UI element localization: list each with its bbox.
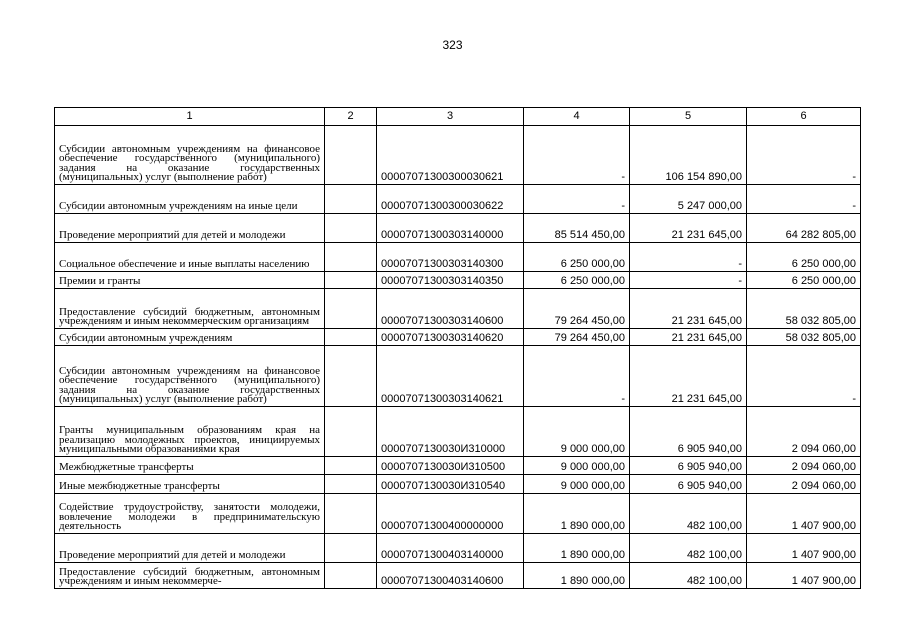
table-row xyxy=(55,214,861,243)
column-header: 2 xyxy=(325,108,377,126)
row-value-4: 6 250 000,00 xyxy=(524,243,630,272)
table-row xyxy=(55,329,861,346)
row-name: Проведение мероприятий для детей и молодежи xyxy=(55,534,325,563)
row-code: 00007071300303140600 xyxy=(377,289,524,329)
row-col2 xyxy=(325,475,377,494)
row-col2 xyxy=(325,214,377,243)
row-value-6: 6 250 000,00 xyxy=(747,243,861,272)
row-value-6: 2 094 060,00 xyxy=(747,457,861,475)
row-value-4: - xyxy=(524,185,630,214)
row-name: Социальное обеспечение и иные выплаты населению xyxy=(55,243,325,272)
row-value-5: 21 231 645,00 xyxy=(630,214,747,243)
row-name: Субсидии автономным учреждениям xyxy=(55,329,325,346)
row-name: Субсидии автономным учреждениям на финансовое обеспечение государственного (муниципального) задания на оказание государственных (муниципальных) услуг (выполнение работ) xyxy=(55,126,325,185)
column-header: 3 xyxy=(377,108,524,126)
page-number: 323 xyxy=(442,38,463,52)
row-name: Премии и гранты xyxy=(55,272,325,289)
row-value-4: 9 000 000,00 xyxy=(524,407,630,457)
row-value-4: 85 514 450,00 xyxy=(524,214,630,243)
row-col2 xyxy=(325,563,377,589)
row-col2 xyxy=(325,457,377,475)
row-code: 00007071300303140350 xyxy=(377,272,524,289)
row-value-6: 58 032 805,00 xyxy=(747,329,861,346)
row-value-4: 79 264 450,00 xyxy=(524,289,630,329)
row-value-4: 9 000 000,00 xyxy=(524,475,630,494)
row-code: 00007071300400000000 xyxy=(377,494,524,534)
row-value-6: 2 094 060,00 xyxy=(747,475,861,494)
row-value-5: 5 247 000,00 xyxy=(630,185,747,214)
row-name: Субсидии автономным учреждениям на иные цели xyxy=(55,185,325,214)
row-name: Иные межбюджетные трансферты xyxy=(55,475,325,494)
row-value-5: 482 100,00 xyxy=(630,534,747,563)
row-value-6: - xyxy=(747,126,861,185)
row-value-6: 58 032 805,00 xyxy=(747,289,861,329)
row-col2 xyxy=(325,272,377,289)
row-col2 xyxy=(325,289,377,329)
row-value-4: 1 890 000,00 xyxy=(524,494,630,534)
table-header-row xyxy=(55,108,861,126)
row-value-5: 21 231 645,00 xyxy=(630,346,747,407)
table-row xyxy=(55,346,861,407)
row-value-6: 1 407 900,00 xyxy=(747,494,861,534)
row-name: Гранты муниципальным образованиям края на реализацию молодежных проектов, инициируемых муниципальными образованиями края xyxy=(55,407,325,457)
row-code: 0000707130030И310540 xyxy=(377,475,524,494)
row-value-6: 64 282 805,00 xyxy=(747,214,861,243)
row-value-4: 79 264 450,00 xyxy=(524,329,630,346)
row-name: Предоставление субсидий бюджетным, автономным учреждениям и иным некоммерческим организациям xyxy=(55,289,325,329)
row-value-4: - xyxy=(524,346,630,407)
row-col2 xyxy=(325,243,377,272)
row-col2 xyxy=(325,346,377,407)
table-row xyxy=(55,534,861,563)
row-col2 xyxy=(325,407,377,457)
table-row xyxy=(55,126,861,185)
row-col2 xyxy=(325,329,377,346)
row-code: 00007071300300030621 xyxy=(377,126,524,185)
row-value-5: 6 905 940,00 xyxy=(630,407,747,457)
row-code: 0000707130030И310000 xyxy=(377,407,524,457)
column-header: 1 xyxy=(55,108,325,126)
row-value-4: 6 250 000,00 xyxy=(524,272,630,289)
row-name: Проведение мероприятий для детей и молодежи xyxy=(55,214,325,243)
row-value-6: 1 407 900,00 xyxy=(747,563,861,589)
row-col2 xyxy=(325,494,377,534)
row-value-6: 2 094 060,00 xyxy=(747,407,861,457)
table-row xyxy=(55,475,861,494)
row-col2 xyxy=(325,534,377,563)
table-row xyxy=(55,563,861,589)
column-header: 5 xyxy=(630,108,747,126)
budget-table xyxy=(54,107,861,589)
row-value-5: 106 154 890,00 xyxy=(630,126,747,185)
column-header: 6 xyxy=(747,108,861,126)
table-row xyxy=(55,243,861,272)
table-row xyxy=(55,272,861,289)
row-value-4: 1 890 000,00 xyxy=(524,534,630,563)
row-code: 00007071300403140600 xyxy=(377,563,524,589)
row-value-5: 6 905 940,00 xyxy=(630,457,747,475)
row-value-5: 6 905 940,00 xyxy=(630,475,747,494)
table-row xyxy=(55,407,861,457)
row-value-6: 6 250 000,00 xyxy=(747,272,861,289)
row-code: 00007071300303140300 xyxy=(377,243,524,272)
row-name: Содействие трудоустройству, занятости молодежи, вовлечение молодежи в предпринимательскую деятельность xyxy=(55,494,325,534)
row-code: 00007071300300030622 xyxy=(377,185,524,214)
row-value-5: 482 100,00 xyxy=(630,563,747,589)
row-name: Предоставление субсидий бюджетным, автономным учреждениям и иным некоммерче- xyxy=(55,563,325,589)
row-code: 00007071300303140000 xyxy=(377,214,524,243)
row-code: 00007071300303140620 xyxy=(377,329,524,346)
table-row xyxy=(55,457,861,475)
row-value-5: - xyxy=(630,243,747,272)
column-header: 4 xyxy=(524,108,630,126)
row-value-4: 1 890 000,00 xyxy=(524,563,630,589)
table-row xyxy=(55,185,861,214)
row-name: Межбюджетные трансферты xyxy=(55,457,325,475)
table-row xyxy=(55,289,861,329)
row-value-4: - xyxy=(524,126,630,185)
row-col2 xyxy=(325,126,377,185)
row-code: 00007071300303140621 xyxy=(377,346,524,407)
row-value-6: - xyxy=(747,185,861,214)
row-code: 0000707130030И310500 xyxy=(377,457,524,475)
row-col2 xyxy=(325,185,377,214)
row-name: Субсидии автономным учреждениям на финансовое обеспечение государственного (муниципального) задания на оказание государственных (муниципальных) услуг (выполнение работ) xyxy=(55,346,325,407)
table-row xyxy=(55,494,861,534)
row-value-5: - xyxy=(630,272,747,289)
row-value-5: 21 231 645,00 xyxy=(630,289,747,329)
row-value-6: - xyxy=(747,346,861,407)
row-value-6: 1 407 900,00 xyxy=(747,534,861,563)
row-value-5: 21 231 645,00 xyxy=(630,329,747,346)
row-value-4: 9 000 000,00 xyxy=(524,457,630,475)
row-value-5: 482 100,00 xyxy=(630,494,747,534)
row-code: 00007071300403140000 xyxy=(377,534,524,563)
